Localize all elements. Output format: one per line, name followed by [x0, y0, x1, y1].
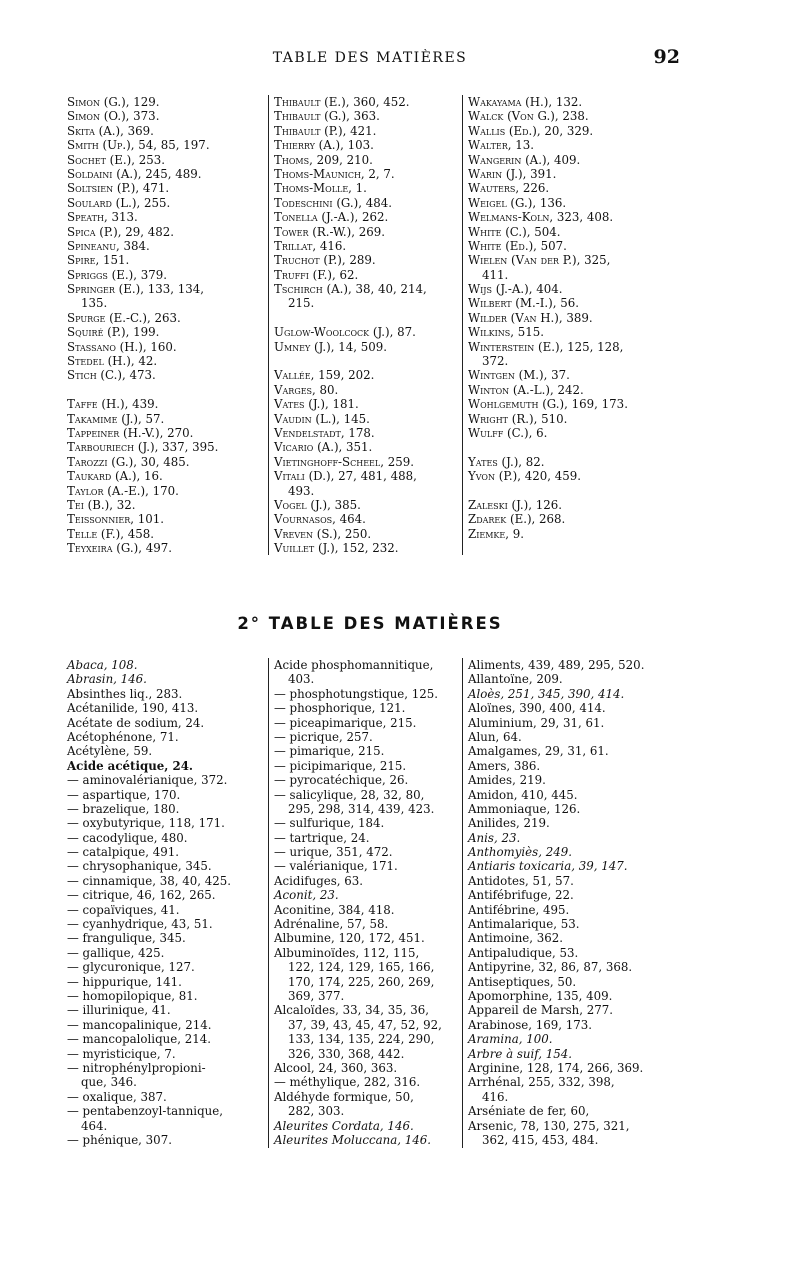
index-entry: Antifébrine, 495.	[468, 902, 570, 917]
index-entry: Weigel (G.), 136.	[468, 195, 567, 210]
index-entry: — phosphorique, 121.	[274, 701, 406, 716]
index-entry: Vogel (J.), 385.	[274, 497, 361, 512]
index-entry: Acétate de sodium, 24.	[67, 715, 205, 730]
index-entry: Uglow-Woolcock (J.), 87.	[274, 325, 416, 340]
index-entry: Ammoniaque, 126.	[468, 801, 581, 816]
index-entry: — salicylique, 28, 32, 80,	[274, 787, 425, 802]
index-entry: Apomorphine, 135, 409.	[468, 988, 613, 1003]
index-entry: — piceapimarique, 215.	[274, 715, 417, 730]
index-entry: Aleurites Moluccana, 146.	[274, 1132, 432, 1147]
index-entry: 135.	[81, 296, 108, 311]
index-entry: Tower (R.-W.), 269.	[274, 224, 386, 239]
index-entry: Arsenic, 78, 130, 275, 321,	[468, 1118, 630, 1133]
index-entry: Absinthes liq., 283.	[67, 686, 183, 701]
index-entry: Vates (J.), 181.	[274, 397, 359, 412]
index-entry: Acétylène, 59.	[67, 744, 153, 759]
index-entry: Varges, 80.	[274, 382, 339, 397]
index-entry: — phosphotungstique, 125.	[274, 686, 439, 701]
index-entry: Amers, 386.	[468, 758, 541, 773]
index-entry: Alcool, 24, 360, 363.	[274, 1060, 398, 1075]
index-entry: Stedel (H.), 42.	[67, 354, 158, 369]
index-entry: — mancopalolique, 214.	[67, 1032, 211, 1047]
index-entry: Acétanilide, 190, 413.	[67, 701, 199, 716]
index-entry: — illurinique, 41.	[67, 1003, 171, 1018]
index-entry: Vallée, 159, 202.	[274, 368, 375, 383]
index-entry: Wilkins, 515.	[468, 325, 544, 340]
index-entry: Arbre à suif, 154.	[468, 1046, 573, 1061]
index-entry: Anilides, 219.	[468, 816, 550, 831]
index-entry: Wohlgemuth (G.), 169, 173.	[468, 397, 628, 412]
index-entry: — glycuronique, 127.	[67, 960, 195, 975]
index-entry: Tarbouriech (J.), 337, 395.	[67, 440, 219, 455]
index-entry: Wijs (J.-A.), 404.	[468, 282, 563, 297]
index-entry: Amalgames, 29, 31, 61.	[468, 744, 609, 759]
index-entry: Allantoïne, 209.	[468, 672, 563, 687]
section-title: 2° TABLE DES MATIÈRES	[237, 614, 503, 633]
page-number: 92	[653, 46, 680, 68]
index-entry: 493.	[288, 483, 315, 498]
index-entry: Springer (E.), 133, 134,	[67, 282, 205, 297]
index-entry: Taylor (A.-E.), 170.	[67, 483, 179, 498]
index-entry: Spurge (E.-C.), 263.	[67, 310, 181, 325]
index-entry: 416.	[482, 1089, 509, 1104]
index-entry: Arséniate de fer, 60,	[468, 1104, 590, 1119]
column-rule	[462, 658, 463, 1148]
index-entry: Alcaloïdes, 33, 34, 35, 36,	[274, 1003, 429, 1018]
index-entry: que, 346.	[81, 1075, 137, 1090]
index-entry: Walck (Von G.), 238.	[468, 109, 589, 124]
index-entry	[274, 354, 427, 368]
index-entry: 295, 298, 314, 439, 423.	[288, 801, 435, 816]
index-entry: Wright (R.), 510.	[468, 411, 568, 426]
index-entry: Vaudin (L.), 145.	[274, 411, 370, 426]
index-entry: Umney (J.), 14, 509.	[274, 339, 388, 354]
index-entry	[468, 440, 628, 454]
index-entry: Vietinghoff-Scheel, 259.	[274, 454, 414, 469]
index-entry: Soulard (L.), 255.	[67, 195, 171, 210]
index-entry: — mancopalinique, 214.	[67, 1017, 212, 1032]
index-entry: Adrénaline, 57, 58.	[274, 917, 389, 932]
index-entry: — phénique, 307.	[67, 1132, 172, 1147]
index-entry: Takamime (J.), 57.	[67, 411, 165, 426]
index-entry: Truchot (P.), 289.	[274, 253, 376, 268]
index-entry: — frangulique, 345.	[67, 931, 186, 946]
index-entry: Simon (G.), 129.	[67, 95, 160, 109]
index-entry: Tappeiner (H.-V.), 270.	[67, 425, 194, 440]
index-entry: Winton (A.-L.), 242.	[468, 382, 584, 397]
index-entry: Tonella (J.-A.), 262.	[274, 210, 389, 225]
index-entry: Soltsien (P.), 471.	[67, 181, 170, 196]
index-entry: 282, 303.	[288, 1104, 345, 1119]
index-entry: 372.	[482, 354, 509, 369]
index-entry: Trillat, 416.	[274, 238, 347, 253]
index-entry: — sulfurique, 184.	[274, 816, 385, 831]
index-entry: Wilder (Van H.), 389.	[468, 310, 593, 325]
column-rule	[462, 95, 463, 555]
index-entry: Sochet (E.), 253.	[67, 152, 165, 167]
subject-index-column-1	[67, 658, 231, 1147]
index-entry: — brazelique, 180.	[67, 801, 180, 816]
author-index-column-3	[468, 95, 628, 541]
index-entry: Aconit, 23.	[274, 888, 339, 903]
index-entry: Acide phosphomannitique,	[274, 658, 434, 672]
index-entry: Wakayama (H.), 132.	[468, 95, 583, 109]
index-entry: — aminovalérianique, 372.	[67, 773, 228, 788]
index-entry: Taffe (H.), 439.	[67, 397, 159, 412]
index-entry: Thoms-Molle, 1.	[274, 181, 367, 196]
index-entry: Todeschini (G.), 484.	[274, 195, 393, 210]
index-entry: Anis, 23.	[468, 830, 521, 845]
index-entry: Aleurites Cordata, 146.	[274, 1118, 414, 1133]
index-entry: Teissonnier, 101.	[67, 512, 165, 527]
index-entry: — cyanhydrique, 43, 51.	[67, 917, 213, 932]
index-entry: Arabinose, 169, 173.	[468, 1017, 593, 1032]
index-entry: Abaca, 108.	[67, 658, 138, 672]
index-entry: Alun, 64.	[468, 729, 522, 744]
index-entry: Truffi (F.), 62.	[274, 267, 359, 282]
index-entry: Aliments, 439, 489, 295, 520.	[468, 658, 645, 672]
index-entry: Vreven (S.), 250.	[274, 526, 372, 541]
index-entry: Squiré (P.), 199.	[67, 325, 160, 340]
index-entry: Speath, 313.	[67, 210, 138, 225]
index-entry: Zdarek (E.), 268.	[468, 512, 566, 527]
index-entry: Yates (J.), 82.	[468, 454, 545, 469]
index-entry: 133, 134, 135, 224, 290,	[288, 1032, 435, 1047]
index-entry: Tarozzi (G.), 30, 485.	[67, 454, 190, 469]
index-entry: Tschirch (A.), 38, 40, 214,	[274, 282, 427, 297]
index-entry: Appareil de Marsh, 277.	[468, 1003, 614, 1018]
index-entry: Antimalarique, 53.	[468, 917, 580, 932]
index-entry: Welmans-Koln, 323, 408.	[468, 210, 614, 225]
index-entry: Wallis (Ed.), 20, 329.	[468, 123, 594, 138]
index-entry: — homopilopique, 81.	[67, 988, 198, 1003]
index-entry: Taukard (A.), 16.	[67, 469, 163, 484]
index-entry: Albuminoïdes, 112, 115,	[274, 945, 420, 960]
index-entry	[67, 383, 218, 397]
index-entry: — cacodylique, 480.	[67, 830, 188, 845]
index-entry: — citrique, 46, 162, 265.	[67, 888, 216, 903]
author-index-column-1	[67, 95, 218, 556]
index-entry: Skita (A.), 369.	[67, 123, 154, 138]
column-rule	[268, 658, 269, 1148]
index-entry: White (C.), 504.	[468, 224, 561, 239]
index-entry: Thibault (P.), 421.	[274, 123, 377, 138]
index-entry: Amides, 219.	[468, 773, 546, 788]
index-entry: Aluminium, 29, 31, 61.	[468, 715, 605, 730]
index-entry: Tei (B.), 32.	[67, 497, 136, 512]
index-entry: Vitali (D.), 27, 481, 488,	[274, 469, 417, 484]
index-entry: — picipimarique, 215.	[274, 758, 407, 773]
index-entry: Spire, 151.	[67, 253, 130, 268]
index-entry: Abrasin, 146.	[67, 672, 147, 687]
index-entry: Aldéhyde formique, 50,	[274, 1089, 414, 1104]
index-entry: Spica (P.), 29, 482.	[67, 224, 175, 239]
index-entry: Thierry (A.), 103.	[274, 138, 374, 153]
index-entry: Teyxeira (G.), 497.	[67, 541, 172, 556]
index-entry: Yvon (P.), 420, 459.	[468, 469, 582, 484]
index-entry: Antiseptiques, 50.	[468, 974, 577, 989]
index-entry: — chrysophanique, 345.	[67, 859, 212, 874]
index-entry: Vendelstadt, 178.	[274, 425, 375, 440]
index-entry: Thibault (E.), 360, 452.	[274, 95, 410, 109]
index-entry: Soldaini (A.), 245, 489.	[67, 166, 202, 181]
index-entry: Albumine, 120, 172, 451.	[274, 931, 425, 946]
index-entry: Arginine, 128, 174, 266, 369.	[468, 1060, 644, 1075]
index-entry: Thoms-Maunich, 2, 7.	[274, 166, 395, 181]
index-entry: — urique, 351, 472.	[274, 845, 393, 860]
index-entry: Thibault (G.), 363.	[274, 109, 380, 124]
index-entry: Wilbert (M.-I.), 56.	[468, 296, 579, 311]
index-entry: Antifébrifuge, 22.	[468, 888, 574, 903]
index-entry: — pyrocatéchique, 26.	[274, 773, 409, 788]
index-entry: — aspartique, 170.	[67, 787, 181, 802]
index-entry: — gallique, 425.	[67, 945, 165, 960]
index-entry: 464.	[81, 1118, 108, 1133]
index-entry: — oxalique, 387.	[67, 1089, 167, 1104]
index-entry: Stassano (H.), 160.	[67, 339, 177, 354]
index-entry: 369, 377.	[288, 988, 345, 1003]
index-entry: — nitrophénylpropioni-	[67, 1060, 206, 1075]
running-header: TABLE DES MATIÈRES	[272, 50, 468, 66]
index-entry: Wulff (C.), 6.	[468, 425, 548, 440]
index-entry: Zaleski (J.), 126.	[468, 497, 563, 512]
index-entry: Vicario (A.), 351.	[274, 440, 373, 455]
index-entry: Antiaris toxicaria, 39, 147.	[468, 859, 628, 874]
index-entry	[468, 484, 628, 498]
index-entry: Simon (O.), 373.	[67, 109, 160, 124]
index-entry: Smith (Up.), 54, 85, 197.	[67, 138, 210, 153]
index-entry: Amidon, 410, 445.	[468, 787, 578, 802]
index-entry: — hippurique, 141.	[67, 974, 182, 989]
index-entry: Arrhénal, 255, 332, 398,	[468, 1075, 615, 1090]
index-entry: Acétophénone, 71.	[67, 729, 179, 744]
index-entry: — tartrique, 24.	[274, 830, 370, 845]
index-entry: Spineanu, 384.	[67, 238, 150, 253]
index-entry: — cinnamique, 38, 40, 425.	[67, 873, 232, 888]
index-entry: Vournasos, 464.	[274, 512, 366, 527]
column-rule	[268, 95, 269, 555]
index-entry: 411.	[482, 267, 509, 282]
index-entry: Antipyrine, 32, 86, 87, 368.	[468, 960, 633, 975]
index-entry: Acide acétique, 24.	[67, 758, 194, 773]
index-entry: Walter, 13.	[468, 138, 535, 153]
index-entry: Winterstein (E.), 125, 128,	[468, 339, 624, 354]
index-entry: White (Ed.), 507.	[468, 238, 567, 253]
index-entry: Wangerin (A.), 409.	[468, 152, 581, 167]
index-entry: 122, 124, 129, 165, 166,	[288, 960, 435, 975]
index-entry: Stich (C.), 473.	[67, 368, 156, 383]
index-entry: Ziemke, 9.	[468, 526, 524, 541]
author-index-column-2	[274, 95, 427, 556]
subject-index-column-2	[274, 658, 442, 1147]
index-entry: 362, 415, 453, 484.	[482, 1132, 599, 1147]
index-entry: — oxybutyrique, 118, 171.	[67, 816, 225, 831]
index-entry: — myristicique, 7.	[67, 1046, 176, 1061]
index-entry: Antidotes, 51, 57.	[468, 873, 574, 888]
index-entry: Wauters, 226.	[468, 181, 550, 196]
index-entry	[274, 311, 427, 325]
index-entry: — catalpique, 491.	[67, 845, 179, 860]
index-entry: Wielen (Van der P.), 325,	[468, 253, 611, 268]
index-entry: Antipaludique, 53.	[468, 945, 579, 960]
index-entry: Aramina, 100.	[468, 1032, 553, 1047]
index-entry: — pimarique, 215.	[274, 744, 385, 759]
index-entry: Vuillet (J.), 152, 232.	[274, 541, 399, 556]
index-entry: Spriggs (E.), 379.	[67, 267, 167, 282]
index-entry: — picrique, 257.	[274, 729, 373, 744]
index-entry: — valérianique, 171.	[274, 859, 398, 874]
index-entry: 326, 330, 368, 442.	[288, 1046, 405, 1061]
index-entry: Warin (J.), 391.	[468, 166, 557, 181]
index-entry: Aconitine, 384, 418.	[274, 902, 395, 917]
index-entry: Wintgen (M.), 37.	[468, 368, 570, 383]
index-entry: — pentabenzoyl-tannique,	[67, 1104, 223, 1119]
index-entry: Thoms, 209, 210.	[274, 152, 373, 167]
index-entry: Anthomyiès, 249.	[468, 845, 572, 860]
index-entry: — méthylique, 282, 316.	[274, 1075, 421, 1090]
index-entry: Telle (F.), 458.	[67, 526, 154, 541]
index-entry: Antimoine, 362.	[468, 931, 564, 946]
index-entry: Aloïnes, 390, 400, 414.	[468, 701, 606, 716]
subject-index-column-3	[468, 658, 644, 1147]
index-entry: 170, 174, 225, 260, 269,	[288, 974, 435, 989]
index-entry: 37, 39, 43, 45, 47, 52, 92,	[288, 1017, 442, 1032]
index-entry: — copaïviques, 41.	[67, 902, 180, 917]
index-entry: Aloès, 251, 345, 390, 414.	[468, 686, 625, 701]
index-entry: 403.	[288, 672, 315, 687]
index-entry: Acidifuges, 63.	[274, 873, 364, 888]
index-entry: 215.	[288, 296, 315, 311]
